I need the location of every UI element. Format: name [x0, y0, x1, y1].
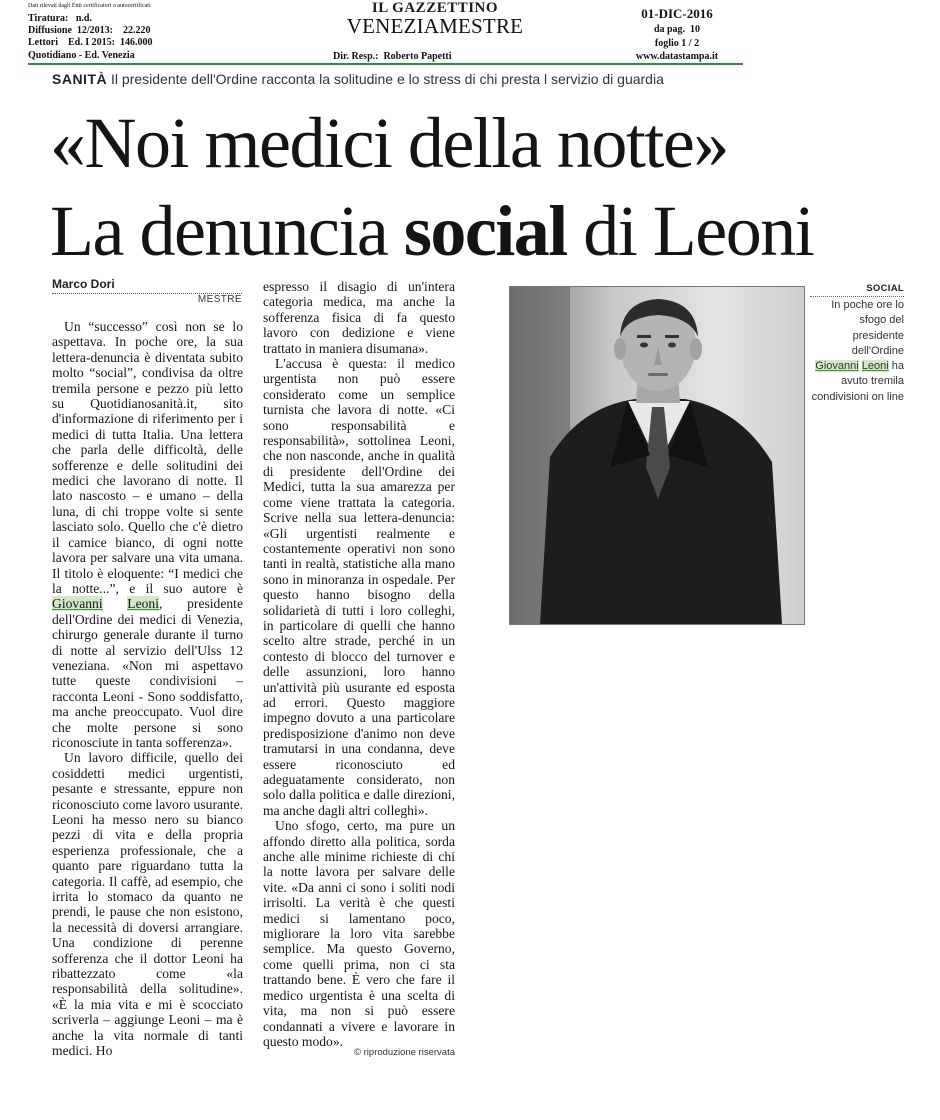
caption-rule: [810, 296, 904, 297]
paragraph: Un lavoro difficile, quello dei cosiddetti medici urgentisti, pesante e stressante, eppure non riconosciuto come lavoro usurante. Leoni ha messo nero su bianco pezzi di vita e della propria esperienza professionale, che a quanto pare riguardano tutta la categoria. Il caffè, ad esempio, che irrita lo stomaco da quanto ne prendi, le pause che non esistono, la necessità di doversi arrangiare. Una condizione di perenne sofferenza che il dottor Leoni ha ribattezzato come «la responsabilità della solitudine». «È la mia vita e mi è scocciato scriverla – aggiunge Leoni – ma è anche la vita normale di tanti medici. Ho: [52, 750, 244, 1059]
header-rule: [28, 63, 743, 65]
article-column-1: [52, 319, 243, 1059]
highlighted-name: Giovanni: [815, 360, 859, 373]
lettori: Lettori Ed. I 2015: 146.000: [28, 37, 153, 48]
highlighted-name: Giovanni: [52, 596, 103, 612]
source-note: Dati rilevati dagli Enti certificatori o autocertificati: [28, 3, 151, 9]
kicker-tag: SANITÀ: [52, 71, 108, 87]
director: Dir. Resp.: Roberto Papetti: [333, 51, 452, 62]
page-ref: da pag. 10: [653, 24, 701, 35]
paragraph: Uno sfogo, certo, ma pure un affondo diretto alla politica, sorda anche alle minime richieste di chi la notte lavora per salvare delle vite. «Da anni ci sono i soliti nodi irrisolti. La verità è che questi medici si lamentano poco, migliorare la loro vita sarebbe semplice. Ma questo Governo, come quelli prima, non ci sta trattando bene. È vero che fare il medico urgentista è una scelta di vita, ma non si può essere condannati a vivere e lavorare in questo modo».: [263, 818, 455, 1049]
paragraph: Un “successo” così non se lo aspettava. In poche ore, la sua lettera-denuncia è diventata subito molto “social”, condivisa da oltre tremila persone e pezzo più letto su Quotidianosanità.it, sito d'informazione di riferimento per i medici di tutta Italia. Una lettera che parla delle difficoltà, delle sofferenze e delle solitudini dei medici che lavorano di notte. Il lato nascosto – e umano – della luna, di chi troppe volte si sente lasciato solo. Quello che c'è dietro il camice bianco, di ogni notte lavora per salvare una vita umana. Il titolo è eloquente: “I medici che la notte...”, e il suo autore è Giovanni Leoni, presidente dell'Ordine dei medici di Venezia, chirurgo generale durante il turno di notte al servizio dell'Ulss 12 veneziana. «Non mi aspettavo tutte queste condivisioni – racconta Leoni - Sono soddisfatto, ma anche preoccupato. Vuol dire che molte persone si sono riconosciute in tanta sofferenza».: [52, 319, 243, 750]
portrait-illustration: [510, 287, 804, 624]
dateline-place: MESTRE: [197, 294, 242, 305]
publication-name: VENEZIAMESTRE: [346, 14, 524, 38]
kicker: [52, 71, 752, 87]
paragraph: L'accusa è questa: il medico urgentista non può essere considerato come un semplice turnista che lavora di notte. «Ci sono responsabilità e responsabilità», sottolinea Leoni, che non nasconde, anche in qualità di presidente dell'Ordine dei Medici, tutta la sua amarezza per come viene trattata la categoria. Scrive nella sua lettera-denuncia: «Gli urgentisti realmente e costantemente operativi non sono tanti in realtà, statistiche alla mano sono in minoranza in ospedale. Per questo hanno bisogno della solidarietà di tutti i loro colleghi, in particolare di quelli che hanno scelto altre strade, perché in un contesto di blocco del turnover e delle assunzioni, loro hanno un'attività più usurante ed esposta ad errori. Questo maggiore impegno dovuto a una particolare predisposizione d'animo non deve tramutarsi in una condanna, deve essere riconosciuto ed adeguatamente considerato, non solo dalla politica e dalle direzioni, ma anche dagli altri colleghi».: [263, 356, 455, 818]
kicker-text: Il presidente dell'Ordine racconta la solitudine e lo stress di chi presta l servizio di guardia: [111, 71, 664, 87]
headline-bold: social: [403, 191, 567, 271]
photo-caption: In poche ore lo sfogo del presidente dell'Ordine Giovanni Leoni ha avuto tremila condivisioni on line: [811, 299, 904, 403]
headline-line-2: [50, 186, 813, 276]
author: Marco Dori: [52, 277, 115, 291]
publication-name-top: IL GAZZETTINO: [371, 0, 499, 16]
paragraph: espresso il disagio di un'intera categoria medica, ma anche la sofferenza fisica di fa questo lavoro con dedizione e viene trattato in maniera disumana».: [263, 279, 455, 356]
headline-pre: La denuncia: [50, 191, 404, 271]
tiratura: Tiratura: n.d.: [28, 13, 92, 24]
headline-post: di Leoni: [566, 191, 814, 271]
highlighted-name: Leoni: [861, 360, 889, 373]
headline-line-1: «Noi medici della notte»: [50, 103, 728, 183]
highlighted-name: Leoni: [127, 596, 160, 612]
website: www.datastampa.it: [635, 51, 719, 62]
caption-title: SOCIAL: [866, 283, 904, 294]
sheet: foglio 1 / 2: [654, 38, 700, 49]
diffusione: Diffusione 12/2013: 22.220: [28, 25, 151, 36]
article-column-2: [263, 279, 455, 1049]
edition: Quotidiano - Ed. Venezia: [28, 50, 135, 61]
copyright-note: © riproduzione riservata: [354, 1047, 455, 1058]
portrait-photo: [509, 286, 805, 625]
date: 01-DIC-2016: [641, 6, 713, 21]
